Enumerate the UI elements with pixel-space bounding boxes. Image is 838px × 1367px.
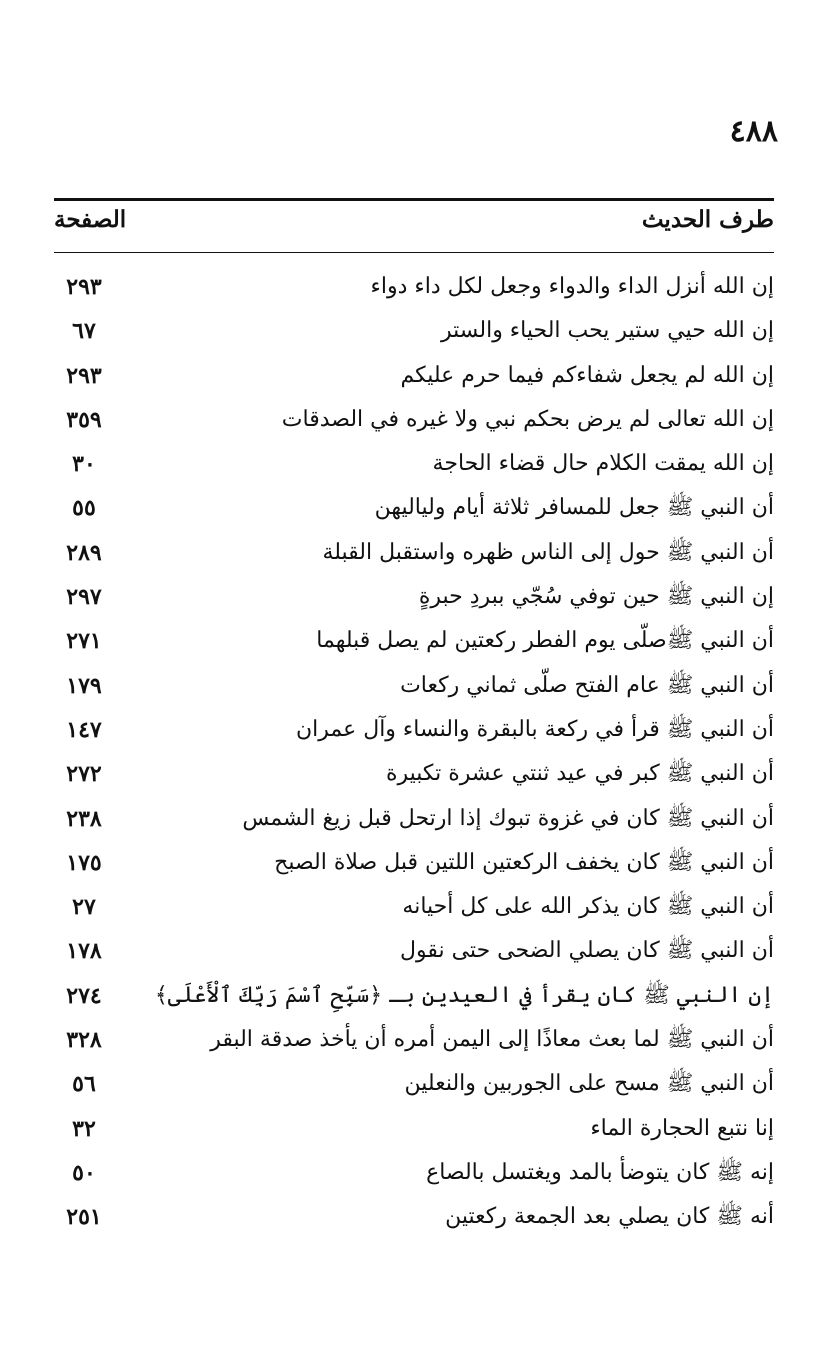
header-bottom-rule bbox=[54, 252, 774, 253]
hadith-text: إن النبي ﷺ كان يقرأ في العيدين بـ ﴿سَبِّحِ ٱسْمَ رَبِّكَ ٱلْأَعْلَى﴾ bbox=[154, 982, 774, 1008]
page-reference: ٣٥٩ bbox=[66, 406, 102, 433]
hadith-text: أن النبي ﷺ كبر في عيد ثنتي عشرة تكبيرة bbox=[385, 761, 774, 787]
hadith-text: إنه ﷺ كان يتوضأ بالمد ويغتسل بالصاع bbox=[426, 1159, 774, 1185]
hadith-text: أن النبي ﷺصلّى يوم الفطر ركعتين لم يصل قبلهما bbox=[316, 628, 774, 654]
header-top-rule bbox=[54, 198, 774, 201]
page-reference: ٢٧١ bbox=[66, 628, 102, 655]
page-reference: ٢٨٩ bbox=[66, 539, 102, 566]
table-row bbox=[54, 576, 774, 620]
hadith-text: أن النبي ﷺ عام الفتح صلّى ثماني ركعات bbox=[400, 672, 774, 698]
table-row bbox=[54, 753, 774, 797]
page-reference: ٦٧ bbox=[72, 318, 96, 345]
table-row bbox=[54, 1152, 774, 1196]
page-reference: ٥٥ bbox=[72, 495, 96, 522]
table-row bbox=[54, 310, 774, 354]
hadith-text: أن النبي ﷺ حول إلى الناس ظهره واستقبل القبلة bbox=[322, 539, 774, 565]
hadith-text: إن النبي ﷺ حين توفي سُجّي ببردِ حبرةٍ bbox=[418, 584, 774, 610]
hadith-text: إنا نتبع الحجارة الماء bbox=[590, 1115, 774, 1141]
page-reference: ١٧٥ bbox=[66, 849, 102, 876]
page-number: ٤٨٨ bbox=[729, 114, 778, 149]
page-reference: ٣٠ bbox=[72, 451, 96, 478]
hadith-text: أن النبي ﷺ كان يذكر الله على كل أحيانه bbox=[402, 894, 774, 920]
table-row bbox=[54, 842, 774, 886]
page-reference: ٢٧٢ bbox=[66, 761, 102, 788]
page-reference: ٥٦ bbox=[72, 1071, 96, 1098]
table-row bbox=[54, 487, 774, 531]
hadith-text: أن النبي ﷺ كان يخفف الركعتين اللتين قبل صلاة الصبح bbox=[274, 849, 774, 875]
table-row bbox=[54, 443, 774, 487]
hadith-text: أن النبي ﷺ كان يصلي الضحى حتى نقول bbox=[400, 938, 774, 964]
page-reference: ١٧٩ bbox=[66, 672, 102, 699]
page-reference: ٢٧ bbox=[72, 894, 96, 921]
table-row bbox=[54, 266, 774, 310]
table-row bbox=[54, 1063, 774, 1107]
table-row bbox=[54, 886, 774, 930]
hadith-text: إن الله يمقت الكلام حال قضاء الحاجة bbox=[432, 451, 774, 477]
table-row bbox=[54, 798, 774, 842]
page-reference: ٢٥١ bbox=[66, 1204, 102, 1231]
table-row bbox=[54, 620, 774, 664]
table-row bbox=[54, 532, 774, 576]
table-row bbox=[54, 1196, 774, 1240]
table-row bbox=[54, 399, 774, 443]
page-reference: ٢٩٧ bbox=[66, 584, 102, 611]
hadith-text: أن النبي ﷺ قرأ في ركعة بالبقرة والنساء وآل عمران bbox=[295, 716, 774, 742]
hadith-list bbox=[54, 266, 774, 1241]
table-row bbox=[54, 1019, 774, 1063]
page-reference: ١٧٨ bbox=[66, 938, 102, 965]
hadith-text: أن النبي ﷺ جعل للمسافر ثلاثة أيام ولياليهن bbox=[374, 495, 774, 521]
page-reference: ٢٧٤ bbox=[66, 982, 102, 1009]
page-reference: ٢٣٨ bbox=[66, 805, 102, 832]
page-reference: ٣٢ bbox=[72, 1115, 96, 1142]
page-reference: ٣٢٨ bbox=[66, 1027, 102, 1054]
hadith-text: أنه ﷺ كان يصلي بعد الجمعة ركعتين bbox=[445, 1204, 774, 1230]
hadith-text: إن الله تعالى لم يرض بحكم نبي ولا غيره في الصدقات bbox=[281, 406, 774, 432]
header-page: الصفحة bbox=[54, 206, 127, 233]
table-row bbox=[54, 355, 774, 399]
hadith-text: إن الله أنزل الداء والدواء وجعل لكل داء دواء bbox=[370, 274, 774, 299]
table-row bbox=[54, 975, 774, 1019]
page-reference: ٢٩٣ bbox=[66, 274, 102, 300]
page-reference: ٥٠ bbox=[72, 1159, 96, 1186]
table-header bbox=[54, 202, 774, 248]
hadith-text: إن الله لم يجعل شفاءكم فيما حرم عليكم bbox=[400, 362, 774, 388]
page-reference: ١٤٧ bbox=[66, 716, 102, 743]
table-row bbox=[54, 665, 774, 709]
page-reference: ٢٩٣ bbox=[66, 362, 102, 389]
table-row bbox=[54, 709, 774, 753]
hadith-text: أن النبي ﷺ كان في غزوة تبوك إذا ارتحل قبل زيغ الشمس bbox=[242, 805, 774, 831]
hadith-text: أن النبي ﷺ لما بعث معاذًا إلى اليمن أمره أن يأخذ صدقة البقر bbox=[210, 1027, 774, 1053]
header-hadith: طرف الحديث bbox=[641, 206, 774, 233]
hadith-text: أن النبي ﷺ مسح على الجوربين والنعلين bbox=[404, 1071, 774, 1097]
hadith-text: إن الله حيي ستير يحب الحياء والستر bbox=[440, 318, 774, 344]
table-row bbox=[54, 1108, 774, 1152]
table-row bbox=[54, 930, 774, 974]
